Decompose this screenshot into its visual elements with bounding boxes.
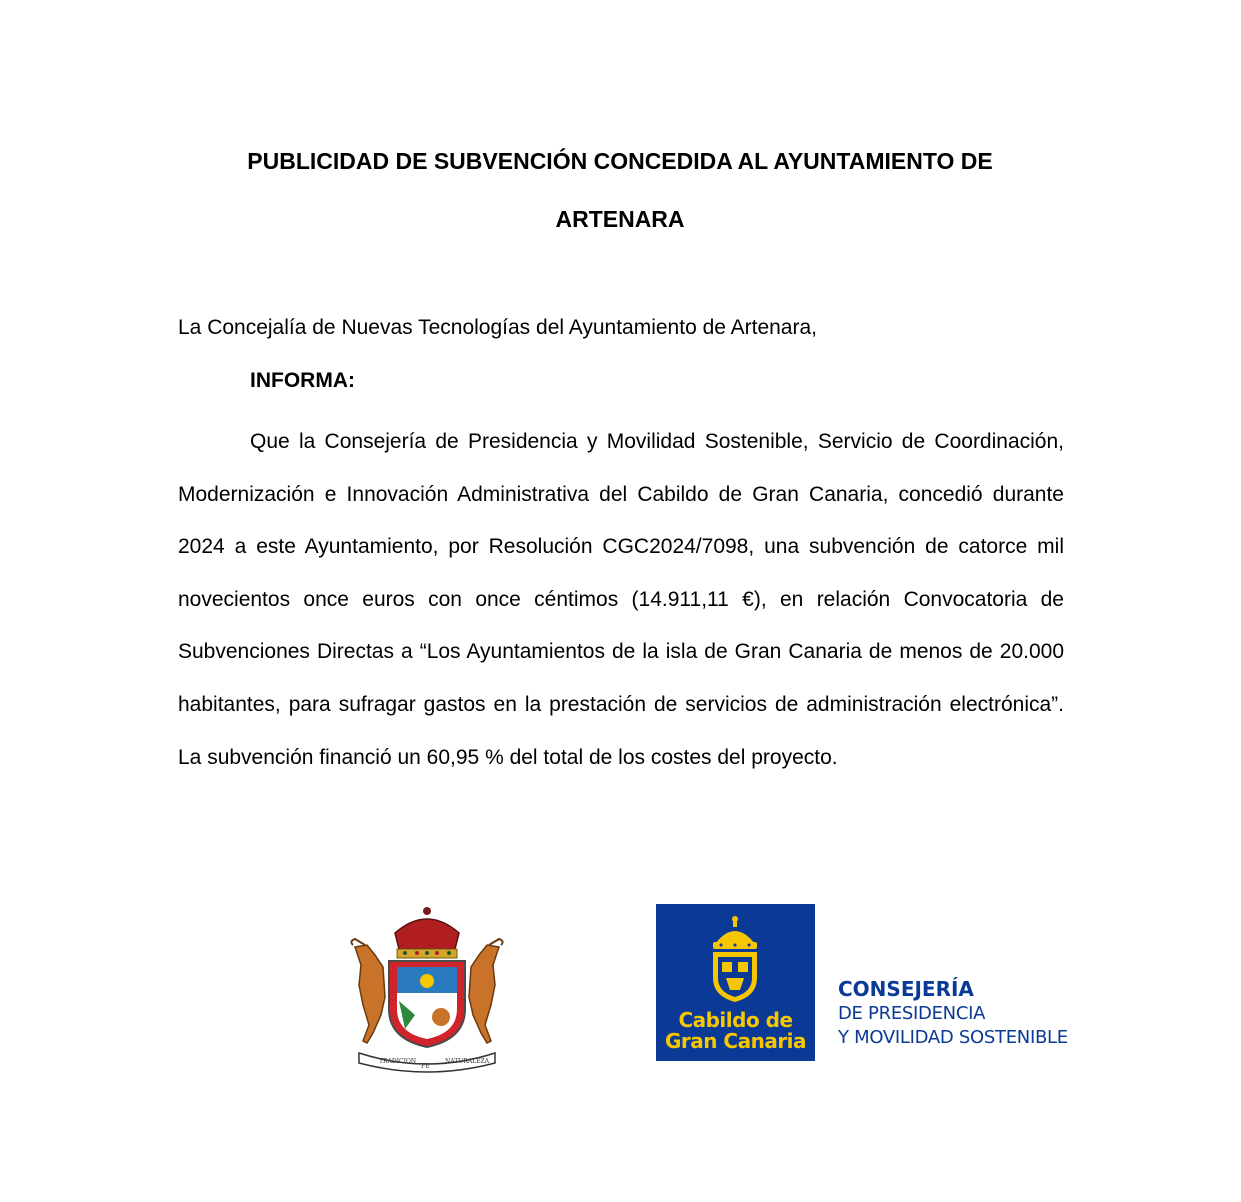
informa-label: INFORMA: [250, 369, 355, 392]
intro-paragraph: La Concejalía de Nuevas Tecnologías del Ayuntamiento de Artenara, [178, 316, 817, 339]
document-title [120, 132, 1120, 248]
cabildo-name-line-1: Cabildo de [678, 1008, 793, 1032]
cabildo-logo [656, 904, 815, 1061]
motto-naturaleza: NATURALEZA [445, 1058, 490, 1065]
title-line-1: PUBLICIDAD DE SUBVENCIÓN CONCEDIDA AL AYUNTAMIENTO DE [247, 148, 993, 174]
cabildo-name-line-2: Gran Canaria [664, 1029, 807, 1053]
consejeria-line-1: CONSEJERÍA [838, 977, 974, 1001]
consejeria-line-3: Y MOVILIDAD SOSTENIBLE [838, 1027, 1068, 1048]
motto-fe: FE [421, 1063, 430, 1070]
body-paragraph: Que la Consejería de Presidencia y Movilidad Sostenible, Servicio de Coordinación, Modernización e Innovación Administrativa del Cabildo de Gran Canaria, concedió durante 2024 a este Ayuntamiento, por Resolución CGC2024/7098, una subvención de catorce mil novecientos once euros con once céntimos (14.911,11 €), en relación Convocatoria de Subvenciones Directas a “Los Ayuntamientos de la isla de Gran Canaria de menos de 20.000 habitantes, para sufragar gastos en la prestación de servicios de administración electrónica”. La subvención financió un 60,95 % del total de los costes del proyecto. [178, 430, 1064, 769]
title-line-2: ARTENARA [555, 206, 685, 232]
motto-tradicion: TRADICION [379, 1058, 417, 1065]
cabildo-coat-of-arms-icon [656, 904, 815, 1008]
artenara-coat-of-arms-icon [345, 905, 509, 1073]
consejeria-line-2: DE PRESIDENCIA [838, 1003, 986, 1024]
consejeria-text [838, 976, 1068, 1050]
